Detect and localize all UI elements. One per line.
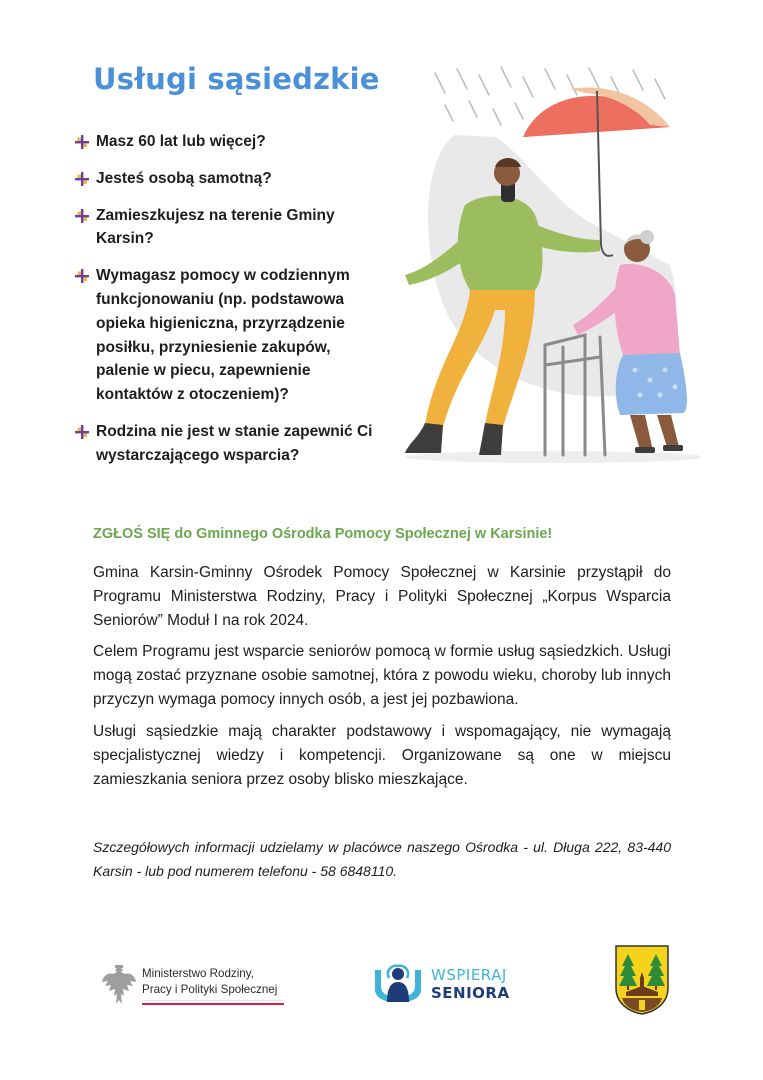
- cross-bullet-icon: [74, 134, 90, 150]
- page-title: Usługi sąsiedzkie: [93, 62, 380, 96]
- ministry-name: [142, 966, 277, 998]
- karsin-coat-of-arms-icon: [614, 944, 670, 1016]
- ministry-logo: [100, 962, 290, 1010]
- paragraph: Celem Programu jest wsparcie seniorów pomocą w formie usług sąsiedzkich. Usługi mogą zostać przyznane osobie samotnej, która z powodu wieku, choroby lub innych przyczyn wymaga pomocy innych osób, a jest jej pozbawiona.: [93, 643, 671, 708]
- call-to-action: ZGŁOŚ SIĘ do Gminnego Ośrodka Pomocy Społecznej w Karsinie!: [93, 526, 553, 542]
- cross-bullet-icon: [74, 171, 90, 187]
- question-item: [74, 130, 374, 154]
- question-item: [74, 204, 374, 252]
- ws-line-1: WSPIERAJ: [431, 966, 507, 984]
- question-item: [74, 264, 374, 407]
- polish-eagle-icon: [100, 964, 138, 1008]
- paragraph: Gmina Karsin-Gminny Ośrodek Pomocy Społecznej w Karsinie przystąpił do Programu Ministerstwa Rodziny, Pracy i Polityki Społecznej „Korpus Wsparcia Seniorów” Moduł I na rok 2024.: [93, 564, 671, 629]
- wspieraj-seniora-logo: [371, 960, 521, 1008]
- wspieraj-seniora-icon: [371, 962, 425, 1004]
- umbrella-helper-illustration: [395, 65, 700, 475]
- polish-flag-stripe: [142, 1000, 284, 1005]
- cross-bullet-icon: [74, 208, 90, 224]
- ministry-line-2: Pracy i Polityki Społecznej: [142, 983, 278, 996]
- cross-bullet-icon: [74, 424, 90, 440]
- contact-info: Szczegółowych informacji udzielamy w placówce naszego Ośrodka - ul. Długa 222, 83-440 Karsin - lub pod numerem telefonu - 58 6848110.: [93, 839, 671, 879]
- question-text: Rodzina nie jest w stanie zapewnić Ci wystarczającego wsparcia?: [96, 422, 373, 464]
- question-text: Wymagasz pomocy w codziennym funkcjonowaniu (np. podstawowa opieka higieniczna, przyrządzenie posiłku, przyniesienie zakupów, palenie w piecu, zapewnienie kontaktów z otoczeniem)?: [96, 267, 350, 404]
- ws-line-2: SENIORA: [431, 984, 510, 1002]
- ministry-line-1: Ministerstwo Rodziny,: [142, 967, 254, 980]
- question-text: Jesteś osobą samotną?: [96, 169, 272, 187]
- question-item: [74, 167, 374, 191]
- flag-red: [142, 1003, 284, 1005]
- question-text: Masz 60 lat lub więcej?: [96, 133, 266, 150]
- question-text: Zamieszkujesz na terenie Gminy Karsin?: [96, 206, 335, 248]
- question-list: [74, 130, 374, 481]
- cross-bullet-icon: [74, 268, 90, 284]
- paragraph: Usługi sąsiedzkie mają charakter podstawowy i wspomagający, nie wymagają specjalistycznej wiedzy i kompetencji. Organizowane są one w miejscu zamieszkania seniora przez osoby blisko mieszkające.: [93, 723, 671, 788]
- question-item: [74, 420, 374, 468]
